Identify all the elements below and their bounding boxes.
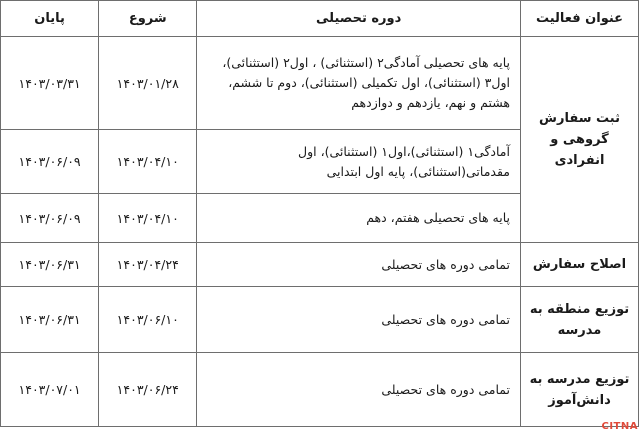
header-row xyxy=(1,1,639,37)
start-date-cell: ۱۴۰۳/۰۶/۱۰ xyxy=(99,287,197,353)
start-date-cell: ۱۴۰۳/۰۴/۱۰ xyxy=(99,130,197,194)
end-date-cell: ۱۴۰۳/۰۶/۳۱ xyxy=(1,243,99,287)
start-date-cell: ۱۴۰۳/۰۱/۲۸ xyxy=(99,37,197,130)
course-cell: پایه های تحصیلی هفتم، دهم xyxy=(197,194,521,243)
activity-cell: ثبت سفارش گروهی و انفرادی xyxy=(520,37,638,243)
course-cell: تمامی دوره های تحصیلی xyxy=(197,287,521,353)
header-start: شروع xyxy=(99,1,197,37)
start-date-cell: ۱۴۰۳/۰۴/۱۰ xyxy=(99,194,197,243)
activity-cell: توزیع منطقه به مدرسه xyxy=(520,287,638,353)
table-row xyxy=(1,243,639,287)
end-date-cell: ۱۴۰۳/۰۶/۰۹ xyxy=(1,194,99,243)
start-date-cell: ۱۴۰۳/۰۶/۲۴ xyxy=(99,353,197,427)
watermark-logo: CITNA xyxy=(601,421,638,432)
header-course: دوره تحصیلی xyxy=(197,1,521,37)
end-date-cell: ۱۴۰۳/۰۷/۰۱ xyxy=(1,353,99,427)
activity-cell: اصلاح سفارش xyxy=(520,243,638,287)
end-date-cell: ۱۴۰۳/۰۳/۳۱ xyxy=(1,37,99,130)
start-date-cell: ۱۴۰۳/۰۴/۲۴ xyxy=(99,243,197,287)
table-row xyxy=(1,287,639,353)
course-cell: تمامی دوره های تحصیلی xyxy=(197,353,521,427)
table-row xyxy=(1,37,639,130)
header-activity: عنوان فعالیت xyxy=(520,1,638,37)
end-date-cell: ۱۴۰۳/۰۶/۰۹ xyxy=(1,130,99,194)
table-row xyxy=(1,353,639,427)
header-end: پایان xyxy=(1,1,99,37)
end-date-cell: ۱۴۰۳/۰۶/۳۱ xyxy=(1,287,99,353)
course-cell: پایه های تحصیلی آمادگی۲ (استثنائی) ، اول۲ (استثنائی)، اول۳ (استثنائی)، اول تکمیلی (استثنائی)، دوم تا ششم، هشتم و نهم، یازدهم و دوازدهم xyxy=(197,37,521,130)
activity-cell: توزیع مدرسه به دانش‌آموز xyxy=(520,353,638,427)
course-cell: تمامی دوره های تحصیلی xyxy=(197,243,521,287)
course-cell: آمادگی۱ (استثنائی)،اول۱ (استثنائی)، اول مقدماتی(استثنائی)، پایه اول ابتدایی xyxy=(197,130,521,194)
